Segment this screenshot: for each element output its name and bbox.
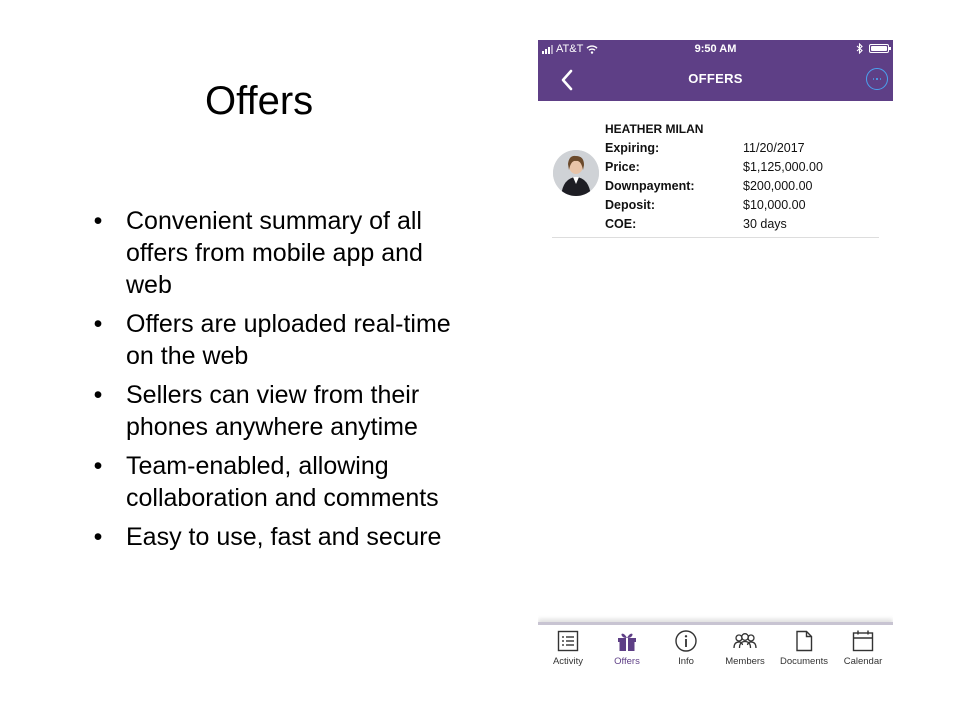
document-icon: [792, 629, 816, 653]
slide-title: Offers: [205, 79, 314, 123]
offer-row-deposit: [605, 198, 823, 217]
bullet-symbol: •: [93, 523, 103, 551]
offer-row-expiring: [605, 141, 823, 160]
tab-activity[interactable]: [538, 629, 598, 679]
battery-icon: [869, 44, 889, 53]
tab-members[interactable]: [715, 629, 775, 679]
bullet-symbol: •: [93, 381, 103, 409]
offer-label: Downpayment:: [605, 179, 695, 193]
nav-bar: [538, 59, 893, 101]
bullet-item: [88, 521, 468, 553]
offer-name: HEATHER MILAN: [605, 122, 704, 136]
offer-value: $10,000.00: [743, 198, 806, 212]
members-icon: [732, 629, 758, 653]
more-dot-icon: [876, 78, 877, 81]
bullet-text: Convenient summary of all offers from mobile app and web: [126, 207, 423, 299]
bullet-text: Easy to use, fast and secure: [126, 523, 442, 551]
tab-info[interactable]: [656, 629, 716, 679]
tab-bar: [538, 622, 893, 680]
offer-card[interactable]: [552, 120, 879, 238]
offer-row-downpayment: [605, 179, 823, 198]
offer-value: $1,125,000.00: [743, 160, 823, 174]
tab-documents[interactable]: [774, 629, 834, 679]
bullet-text: Team-enabled, allowing collaboration and comments: [126, 452, 439, 512]
more-options-button[interactable]: [866, 68, 888, 90]
bullet-symbol: •: [93, 452, 103, 480]
phone-screenshot: [538, 40, 893, 680]
offer-details: [605, 141, 823, 236]
tab-label: Calendar: [843, 656, 883, 667]
bullet-item: [88, 450, 468, 514]
offer-value: 11/20/2017: [743, 141, 805, 155]
offer-value: 30 days: [743, 217, 787, 231]
carrier-name: AT&T: [556, 43, 584, 55]
tab-label: Members: [725, 656, 765, 667]
offer-label: Deposit:: [605, 198, 655, 212]
tab-offers[interactable]: [597, 629, 657, 679]
bluetooth-icon: [856, 43, 863, 54]
avatar: [553, 150, 599, 196]
nav-title: OFFERS: [688, 71, 743, 86]
tab-label: Documents: [779, 656, 829, 667]
bullet-symbol: •: [93, 207, 103, 235]
offer-label: Expiring:: [605, 141, 660, 155]
offer-row-coe: [605, 217, 823, 236]
more-dot-icon: [880, 78, 881, 81]
more-dot-icon: [873, 78, 874, 81]
list-icon: [556, 629, 580, 653]
bullet-symbol: •: [93, 310, 103, 338]
info-icon: [674, 629, 698, 653]
bullet-item: [88, 205, 468, 301]
bullet-text: Offers are uploaded real-time on the web: [126, 310, 451, 370]
tab-calendar[interactable]: [833, 629, 893, 679]
calendar-icon: [851, 629, 875, 653]
bullet-item: [88, 308, 468, 372]
offer-value: $200,000.00: [743, 179, 813, 193]
offer-label: Price:: [605, 160, 640, 174]
tab-label: Activity: [552, 656, 584, 667]
status-bar: [538, 40, 893, 59]
bullet-list: [88, 205, 468, 560]
status-time: 9:50 AM: [694, 43, 737, 55]
offer-label: COE:: [605, 217, 637, 231]
gift-icon: [615, 629, 639, 653]
tab-label: Offers: [614, 656, 640, 667]
bullet-text: Sellers can view from their phones anywhere anytime: [126, 381, 420, 441]
offer-row-price: [605, 160, 823, 179]
status-right: [856, 43, 889, 54]
bullet-item: [88, 379, 468, 443]
tab-label: Info: [678, 656, 694, 667]
